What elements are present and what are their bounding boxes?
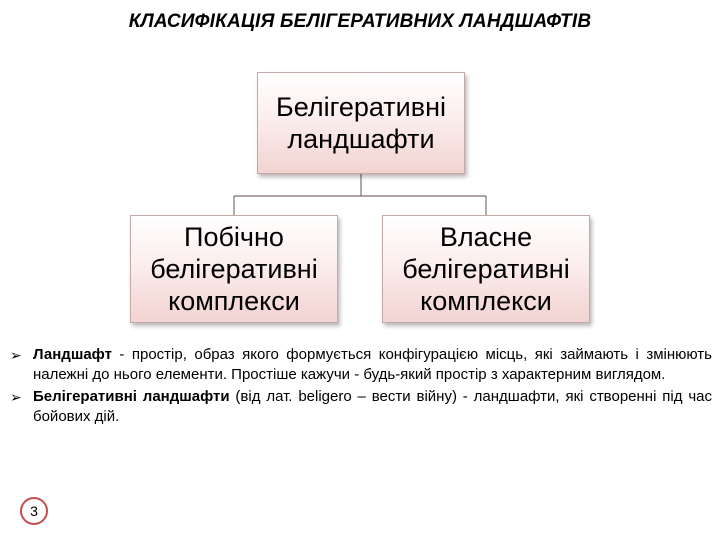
diagram-child-node-left [130, 215, 338, 323]
arrow-bullet-icon: ➢ [10, 347, 22, 363]
list-item [10, 345, 712, 385]
diagram-root-node [257, 72, 465, 174]
page-number: 3 [30, 503, 38, 519]
definition-text: (від лат. beligero – вести війну) - ландшафти, які створенні під час бойових дій. [33, 388, 712, 425]
child-node-label: Власне белігеративні комплекси [402, 222, 570, 316]
slide-title: КЛАСИФІКАЦІЯ БЕЛІГЕРАТИВНИХ ЛАНДШАФТІВ [128, 11, 592, 32]
diagram-child-node-right [382, 215, 590, 323]
definition-text: - простір, образ якого формується конфігурацією місць, які займають і змінюють належні до нього елементи. Простіше кажучи - будь-який простір з характерним виглядом. [33, 346, 712, 383]
list-item [10, 387, 712, 427]
page-number-badge [20, 497, 48, 525]
arrow-bullet-icon: ➢ [10, 389, 22, 405]
definition-term: Белігеративні ландшафти [33, 388, 230, 405]
definition-list [10, 345, 712, 429]
root-node-label: Белігеративні ландшафти [275, 92, 446, 154]
definition-term: Ландшафт [33, 346, 112, 363]
child-node-label: Побічно белігеративні комплекси [150, 222, 318, 316]
